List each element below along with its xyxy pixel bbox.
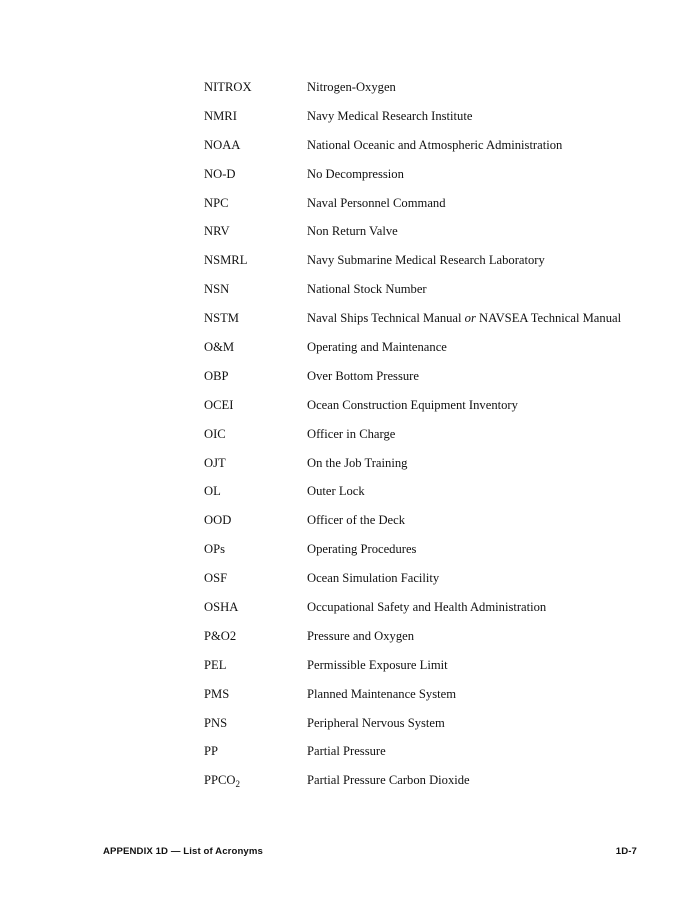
acronym-row [204,627,674,656]
acronym-definition: Partial Pressure [307,744,386,759]
acronym-definition: No Decompression [307,166,404,181]
acronym-abbr: NRV [204,224,230,239]
acronym-row [204,78,674,107]
acronym-definition: National Stock Number [307,282,427,297]
acronym-abbr: NOAA [204,137,241,152]
acronym-row [204,222,674,251]
acronym-row [204,569,674,598]
definition-part: Naval Ships Technical Manual [307,311,465,326]
acronym-abbr: OL [204,484,221,499]
acronym-definition: Naval Personnel Command [307,195,446,210]
acronym-definition: Nitrogen-Oxygen [307,80,396,94]
abbr-subscript: 2 [235,779,241,790]
acronym-definition: Peripheral Nervous System [307,715,445,730]
acronym-abbr: OSF [204,571,228,586]
acronym-abbr: PP [204,744,219,759]
acronym-abbr [204,771,240,789]
definition-part: NAVSEA Technical Manual [475,311,622,326]
acronym-definition: Ocean Construction Equipment Inventory [307,397,518,412]
footer-section-title: APPENDIX 1D — List of Acronyms [103,846,263,857]
acronym-abbr: NSTM [204,311,239,326]
acronym-abbr: NITROX [204,80,252,94]
acronym-row [204,714,674,743]
acronym-row [204,309,674,338]
acronym-row [204,425,674,454]
acronym-definition: Officer in Charge [307,426,396,441]
acronym-abbr: NSN [204,282,230,297]
acronym-abbr: NSMRL [204,253,248,268]
acronym-abbr: OSHA [204,600,239,615]
definition-or: or [464,311,476,326]
acronym-row [204,251,674,280]
acronym-definition: Operating and Maintenance [307,340,447,355]
footer-page-number: 1D-7 [615,846,637,857]
acronym-row [204,136,674,165]
acronym-definition: Planned Maintenance System [307,686,456,701]
acronym-abbr: PMS [204,686,230,701]
acronym-row [204,338,674,367]
acronym-definition: National Oceanic and Atmospheric Administration [307,137,563,152]
acronym-definition: Navy Medical Research Institute [307,108,473,123]
acronym-abbr: PNS [204,715,228,730]
acronym-definition: Operating Procedures [307,542,417,557]
acronym-definition: Ocean Simulation Facility [307,571,440,586]
acronym-abbr: NMRI [204,108,237,123]
acronym-definition: Outer Lock [307,484,365,499]
acronym-definition: Over Bottom Pressure [307,368,419,383]
acronym-row [204,165,674,194]
acronym-abbr: P&O2 [204,628,237,643]
acronym-abbr: OJT [204,455,226,470]
acronym-abbr: NPC [204,195,229,210]
acronym-row [204,598,674,627]
acronym-definition: On the Job Training [307,455,408,470]
acronym-row [204,540,674,569]
acronym-row [204,511,674,540]
acronym-row [204,107,674,136]
acronym-definition: Officer of the Deck [307,513,406,528]
acronym-row [204,194,674,223]
acronym-row [204,685,674,714]
acronym-abbr: OOD [204,513,232,528]
acronym-abbr: NO-D [204,166,236,181]
acronym-row [204,656,674,685]
acronym-row [204,396,674,425]
acronym-definition: Partial Pressure Carbon Dioxide [307,773,470,788]
acronym-definition: Permissible Exposure Limit [307,657,448,672]
acronym-row [204,742,674,771]
acronym-row [204,367,674,396]
acronym-row [204,771,674,800]
acronym-abbr: OPs [204,542,225,557]
acronym-definition [307,309,621,327]
acronym-list [204,78,674,800]
acronym-row [204,280,674,309]
acronym-abbr: OBP [204,368,229,383]
abbr-base: PPCO [204,773,236,788]
acronym-definition: Occupational Safety and Health Administration [307,600,547,615]
acronym-definition: Pressure and Oxygen [307,628,415,643]
acronym-abbr: OIC [204,426,226,441]
acronym-row [204,454,674,483]
acronym-definition: Navy Submarine Medical Research Laboratory [307,253,545,268]
acronym-abbr: PEL [204,657,227,672]
acronym-abbr: O&M [204,340,235,355]
acronym-definition: Non Return Valve [307,224,398,239]
acronym-abbr: OCEI [204,397,234,412]
acronym-row [204,482,674,511]
